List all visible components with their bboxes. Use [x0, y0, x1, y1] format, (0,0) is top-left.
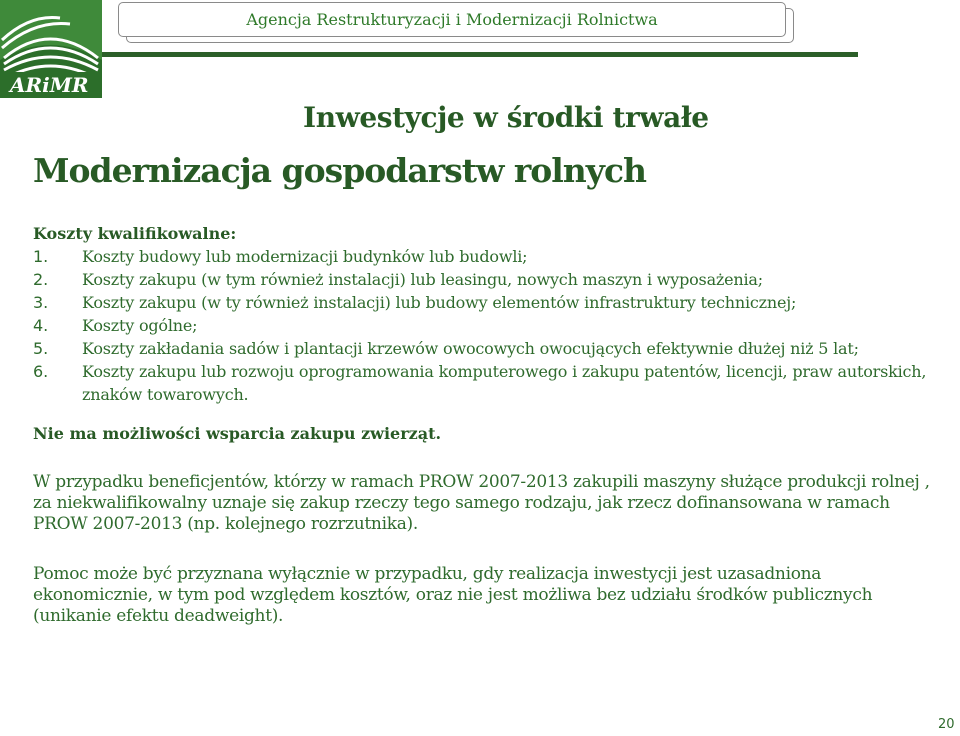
- list-item: [33, 337, 938, 360]
- eligible-costs-list: [33, 245, 938, 406]
- list-item-number: 5.: [33, 339, 49, 358]
- slide-content: [33, 222, 938, 627]
- list-item-number: 3.: [33, 293, 49, 312]
- eligible-costs-heading: Koszty kwalifikowalne:: [33, 224, 237, 243]
- header-banner: [118, 2, 786, 37]
- list-item-text: Koszty zakupu (w tym również instalacji) lub leasingu, nowych maszyn i wyposażenia;: [82, 270, 763, 289]
- list-item: [33, 360, 938, 406]
- arimr-logo-icon: [0, 0, 102, 98]
- header-divider: [102, 52, 858, 57]
- list-item-text: Koszty ogólne;: [82, 316, 198, 335]
- svg-text:ARiMR: ARiMR: [10, 73, 89, 97]
- list-item: [33, 268, 938, 291]
- list-item-text: Koszty zakładania sadów i plantacji krzewów owocowych owocujących efektywnie dłużej niż 5 lat;: [82, 339, 859, 358]
- list-item-number: 4.: [33, 316, 49, 335]
- slide-title: Modernizacja gospodarstw rolnych: [33, 151, 647, 190]
- list-item-number: 1.: [33, 247, 49, 266]
- list-item-text: Koszty budowy lub modernizacji budynków lub budowli;: [82, 247, 528, 266]
- agency-name: Agencja Restrukturyzacji i Modernizacji Rolnictwa: [246, 10, 658, 29]
- page-number: 20: [938, 717, 955, 732]
- slide-subtitle: Inwestycje w środki trwałe: [303, 101, 709, 134]
- list-item: [33, 245, 938, 268]
- arimr-logo: [0, 0, 102, 98]
- prow-paragraph: W przypadku beneficjentów, którzy w ramach PROW 2007-2013 zakupili maszyny służące produkcji rolnej , za niekwalifikowalny uznaje się zakup rzeczy tego samego rodzaju, jak rzecz dofinansowana w ramach PROW 2007-2013 (np. kolejnego rozrzutnika).: [33, 472, 930, 534]
- list-item: [33, 314, 938, 337]
- list-item: [33, 291, 938, 314]
- list-item-text: Koszty zakupu lub rozwoju oprogramowania komputerowego i zakupu patentów, licencji, praw autorskich, znaków towarowych.: [82, 362, 927, 404]
- aid-paragraph: Pomoc może być przyznana wyłącznie w przypadku, gdy realizacja inwestycji jest uzasadniona ekonomicznie, w tym pod względem kosztów, oraz nie jest możliwa bez udziału środków publicznych (unikanie efektu deadweight).: [33, 564, 873, 626]
- list-item-text: Koszty zakupu (w ty również instalacji) lub budowy elementów infrastruktury technicznej;: [82, 293, 797, 312]
- list-item-number: 2.: [33, 270, 49, 289]
- list-item-number: 6.: [33, 362, 49, 381]
- no-support-note: Nie ma możliwości wsparcia zakupu zwierząt.: [33, 424, 442, 443]
